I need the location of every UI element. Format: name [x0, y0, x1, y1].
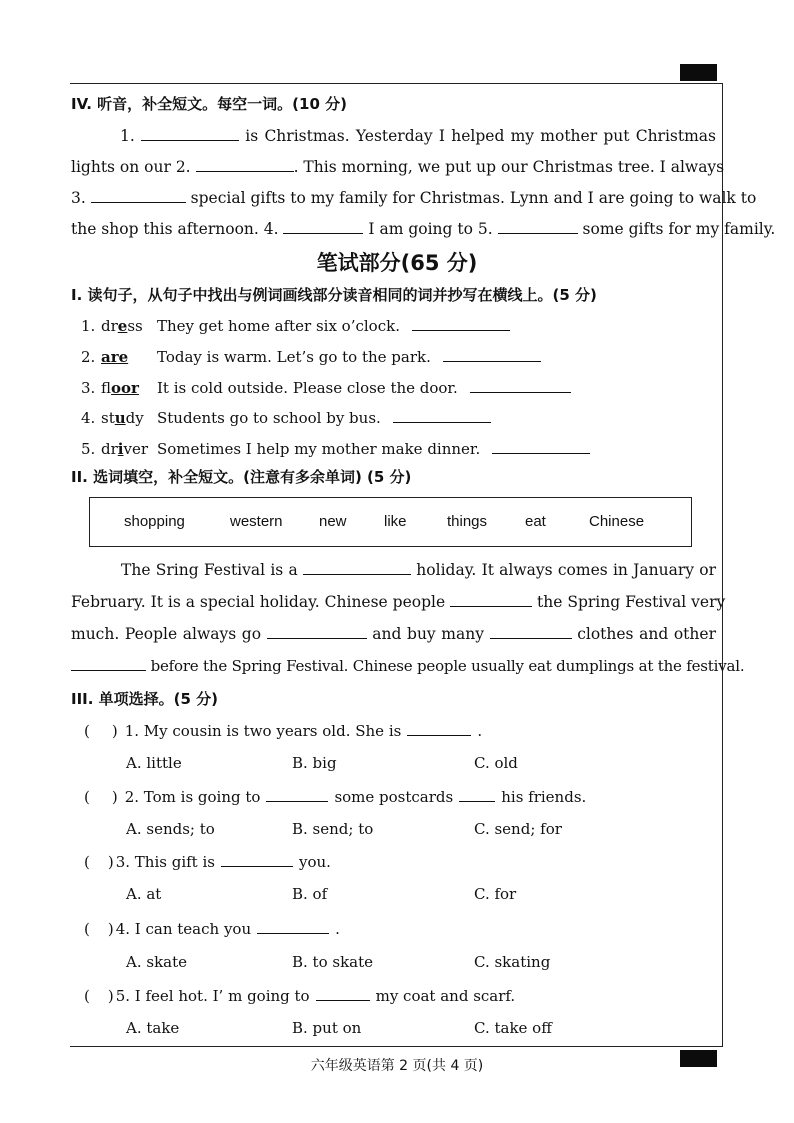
answer-paren-open: (	[84, 788, 90, 806]
word-bank-item: new	[319, 513, 347, 530]
example-word-prefix: fl	[101, 379, 112, 397]
option-b[interactable]: B. of	[292, 885, 328, 903]
answer-paren-open: (	[84, 853, 90, 871]
example-word-suffix: ss	[127, 317, 143, 335]
answer-paren-close: )	[111, 722, 118, 740]
example-word	[101, 408, 157, 428]
word-bank-item: eat	[525, 513, 546, 530]
option-c[interactable]: C. take off	[474, 1019, 552, 1037]
question-stem	[84, 986, 515, 1006]
option-a[interactable]: A. skate	[126, 953, 188, 971]
question-text: 4. I can teach you	[115, 920, 252, 938]
answer-blank-iv-4[interactable]	[283, 219, 363, 234]
word-bank-item: Chinese	[589, 513, 645, 530]
answer-paren-close: )	[111, 788, 118, 806]
question-blank[interactable]	[257, 919, 329, 934]
section-iii-title: III. 单项选择。(5 分)	[71, 690, 219, 708]
question-blank[interactable]	[266, 787, 328, 802]
word-bank-box	[89, 497, 692, 547]
phonics-item	[81, 439, 590, 459]
section-ii-line-1: The Sring Festival is a holiday. It always comes in January or	[121, 561, 716, 579]
word-bank-item: things	[447, 513, 488, 530]
option-b[interactable]: B. big	[292, 754, 337, 772]
answer-paren-close: )	[107, 853, 114, 871]
option-c[interactable]: C. old	[474, 754, 518, 772]
item-number: 4.	[81, 409, 96, 427]
phonics-item	[81, 347, 541, 367]
option-b[interactable]: B. put on	[292, 1019, 362, 1037]
section-ii-line-3: much. People always go and buy many clothes and other	[71, 625, 716, 643]
answer-paren-open: (	[84, 722, 90, 740]
item-number: 3.	[81, 379, 96, 397]
question-stem	[84, 852, 331, 872]
question-text: 5. I feel hot. I’ m going to	[115, 987, 310, 1005]
example-sentence: Sometimes I help my mother make dinner.	[157, 440, 481, 458]
phonics-item	[81, 408, 491, 428]
example-word	[101, 316, 157, 336]
word-bank-item: western	[230, 513, 283, 530]
example-sentence: Students go to school by bus.	[157, 409, 381, 427]
section-iv-line-1: 1. is Christmas. Yesterday I helped my mother put Christmas	[120, 127, 717, 145]
example-word-suffix: ver	[123, 440, 149, 458]
answer-paren-open: (	[84, 987, 90, 1005]
section-iv-line-3: 3. special gifts to my family for Christmas. Lynn and I are going to walk to	[71, 189, 757, 207]
question-text: his friends.	[501, 788, 587, 806]
item-number: 2.	[81, 348, 96, 366]
answer-blank-ii-3[interactable]	[267, 624, 367, 639]
answer-blank-ii-2[interactable]	[450, 592, 532, 607]
section-iv-line-4: the shop this afternoon. 4. I am going to 5. some gifts for my family.	[71, 220, 776, 238]
option-b[interactable]: B. to skate	[292, 953, 374, 971]
answer-blank-iv-3[interactable]	[91, 188, 186, 203]
answer-blank-iv-1[interactable]	[141, 126, 239, 141]
answer-blank-ii-1[interactable]	[303, 560, 411, 575]
answer-blank-ii-4[interactable]	[490, 624, 572, 639]
example-word-prefix: dr	[101, 440, 118, 458]
question-blank[interactable]	[221, 852, 293, 867]
written-part-title: 笔试部分(65 分)	[316, 251, 478, 275]
question-blank[interactable]	[459, 787, 495, 802]
question-stem	[84, 787, 586, 807]
item-number: 5.	[81, 440, 96, 458]
question-text: 1. My cousin is two years old. She is	[124, 722, 402, 740]
example-sentence: Today is warm. Let’s go to the park.	[157, 348, 431, 366]
page-footer: 六年级英语第 2 页(共 4 页)	[310, 1058, 484, 1074]
example-word-underlined: i	[117, 440, 124, 458]
option-a[interactable]: A. take	[126, 1019, 180, 1037]
section-iv-title: IV. 听音，补全短文。每空一词。(10 分)	[71, 95, 347, 113]
section-i-title: I. 读句子，从句子中找出与例词画线部分读音相同的词并抄写在横线上。(5 分)	[71, 286, 597, 304]
answer-paren-close: )	[107, 920, 114, 938]
question-blank[interactable]	[316, 986, 370, 1001]
phonics-item	[81, 378, 571, 398]
example-sentence: It is cold outside. Please close the door.	[157, 379, 458, 397]
example-word-prefix: st	[101, 409, 115, 427]
question-text: .	[335, 920, 340, 938]
option-a[interactable]: A. at	[126, 885, 162, 903]
example-sentence: They get home after six o’clock.	[157, 317, 400, 335]
example-word	[101, 378, 157, 398]
answer-paren-close: )	[107, 987, 114, 1005]
question-text: you.	[298, 853, 331, 871]
answer-blank-iv-5[interactable]	[498, 219, 578, 234]
answer-blank-i-2[interactable]	[443, 347, 541, 362]
option-a[interactable]: A. sends; to	[126, 820, 215, 838]
section-ii-line-2: February. It is a special holiday. Chinese people the Spring Festival very	[71, 593, 726, 611]
option-a[interactable]: A. little	[126, 754, 182, 772]
word-bank-item: like	[384, 513, 407, 530]
question-text: 3. This gift is	[115, 853, 215, 871]
page-frame-top	[70, 83, 722, 84]
section-ii-line-4: before the Spring Festival. Chinese people usually eat dumplings at the festival.	[71, 656, 744, 676]
question-text: .	[477, 722, 483, 740]
option-c[interactable]: C. send; for	[474, 820, 562, 838]
question-stem	[84, 919, 340, 939]
word-bank-item: shopping	[124, 513, 185, 530]
section-iv-line-2: lights on our 2. . This morning, we put up our Christmas tree. I always	[71, 158, 725, 176]
option-c[interactable]: C. skating	[474, 953, 551, 971]
example-word-prefix: dr	[101, 317, 118, 335]
registration-mark-top	[680, 64, 717, 81]
answer-blank-i-5[interactable]	[492, 439, 590, 454]
example-word-underlined: e	[117, 317, 128, 335]
example-word-underlined: oor	[111, 379, 139, 397]
answer-blank-iv-2[interactable]	[196, 157, 294, 172]
example-word	[101, 439, 157, 459]
page-frame-bottom	[70, 1046, 723, 1047]
example-word-underlined: are	[101, 348, 129, 366]
option-c[interactable]: C. for	[474, 885, 517, 903]
answer-paren-open: (	[84, 920, 90, 938]
question-text: my coat and scarf.	[375, 987, 516, 1005]
question-stem	[84, 721, 482, 741]
answer-blank-i-3[interactable]	[470, 378, 571, 393]
option-b[interactable]: B. send; to	[292, 820, 374, 838]
answer-blank-i-1[interactable]	[412, 316, 510, 331]
answer-blank-i-4[interactable]	[393, 408, 491, 423]
section-ii-title: II. 选词填空，补全短文。(注意有多余单词) (5 分)	[71, 468, 412, 486]
question-text: 2. Tom is going to	[124, 788, 261, 806]
example-word	[101, 347, 157, 367]
phonics-item	[81, 316, 510, 336]
answer-blank-ii-5[interactable]	[71, 656, 146, 671]
example-word-underlined: u	[114, 409, 126, 427]
question-text: some postcards	[334, 788, 454, 806]
question-blank[interactable]	[407, 721, 471, 736]
item-number: 1.	[81, 317, 96, 335]
example-word-suffix: dy	[125, 409, 144, 427]
